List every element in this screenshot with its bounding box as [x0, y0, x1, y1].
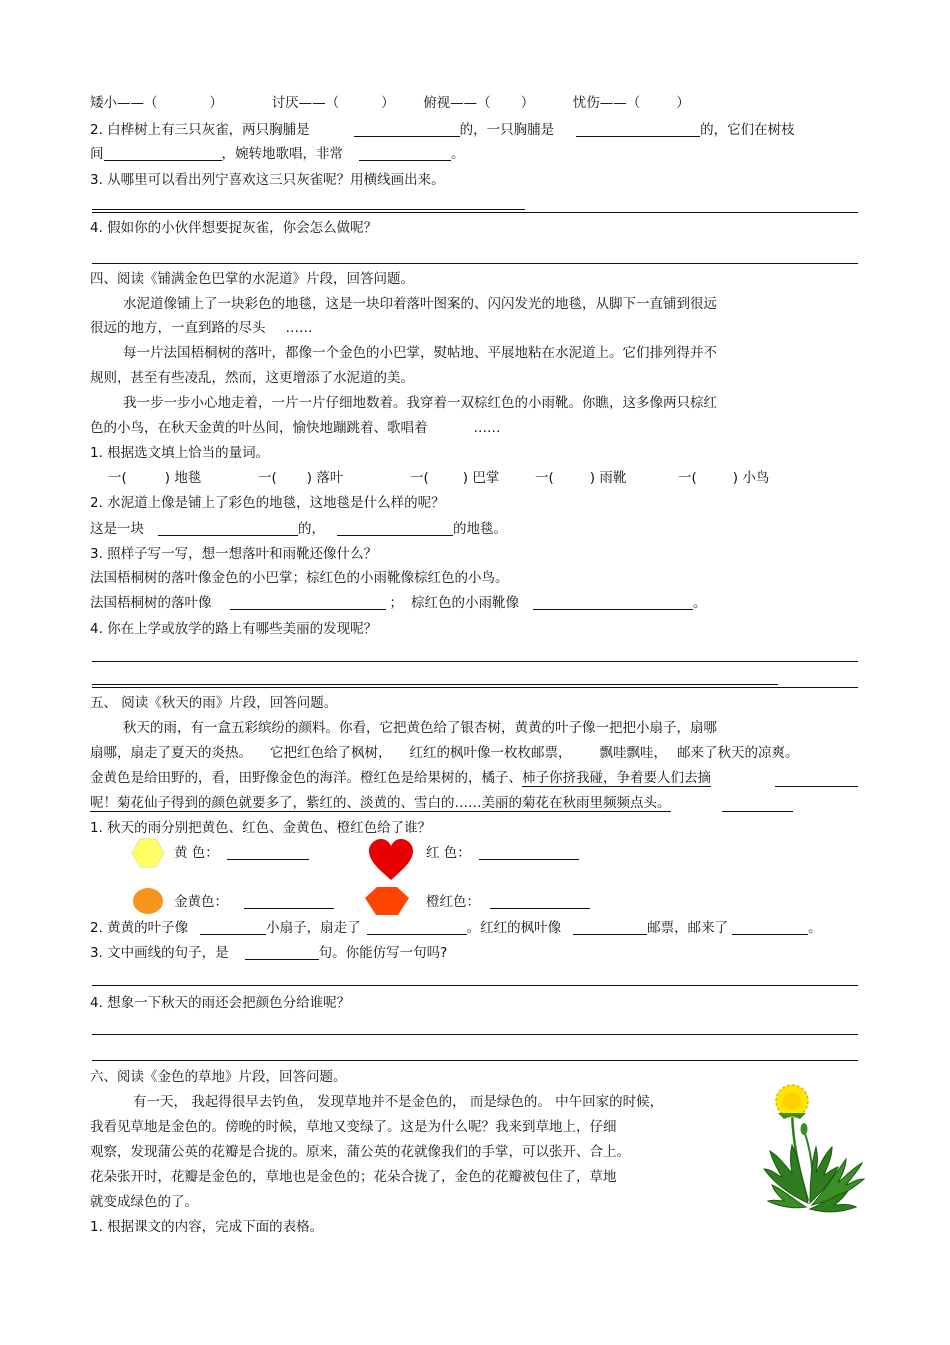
answer-line[interactable] — [92, 684, 778, 685]
antonym-word-2: 讨厌——（ — [271, 95, 340, 111]
answer-line[interactable] — [92, 1034, 858, 1035]
answer-line[interactable] — [92, 1060, 858, 1061]
measure-word-item: 一( ) 落叶 — [258, 470, 344, 486]
section-6-title: 六、阅读《金色的草地》片段，回答问题。 — [90, 1069, 347, 1085]
dandelion-icon — [760, 1083, 868, 1217]
answer-line[interactable] — [92, 212, 858, 213]
passage-line: 规则，甚至有些凌乱，然而，这更增添了水泥道的美。 — [90, 370, 414, 386]
passage-line: 我一步一步小心地走着，一片一片仔细地数着。我穿着一双棕红色的小雨靴。你瞧，这多像两只棕红 — [123, 395, 717, 411]
question-5-3: 3. 文中画线的句子，是 句。你能仿写一句吗? — [90, 945, 448, 961]
answer-line[interactable] — [92, 985, 858, 986]
passage-line: 我看见草地是金色的。傍晚的时候，草地又变绿了。这是为什么呢？我来到草地上，仔细 — [90, 1119, 617, 1135]
color-orange-red-item: 橙红色： — [426, 893, 590, 911]
question-4-2-answer: 这是一块 的， 的地毯。 — [90, 521, 507, 537]
question-4-4: 4. 你在上学或放学的路上有哪些美丽的发现呢？ — [90, 621, 378, 637]
answer-blank[interactable] — [479, 845, 579, 860]
passage-line: 花朵张开时，花瓣是金色的，草地也是金色的；花朵合拢了，金色的花瓣被包住了，草地 — [90, 1169, 617, 1185]
answer-blank[interactable] — [158, 521, 298, 536]
passage-line: 观察，发现蒲公英的花瓣是合拢的。原来，蒲公英的花就像我们的手掌，可以张开、合上。 — [90, 1144, 630, 1160]
answer-line[interactable] — [92, 687, 858, 688]
question-4-2: 2. 水泥道上像是铺上了彩色的地毯，这地毯是什么样的呢？ — [90, 495, 445, 511]
measure-word-item: 一( ) 雨靴 — [535, 470, 627, 486]
question-5-2: 2. 黄黄的叶子像 小扇子，扇走了 。红红的枫叶像 邮票，邮来了 。 — [90, 920, 822, 936]
answer-blank[interactable] — [354, 122, 460, 137]
orange-red-pentagon-icon — [364, 886, 410, 916]
golden-circle-icon — [132, 887, 164, 915]
question-6-1: 1. 根据课文的内容，完成下面的表格。 — [90, 1219, 324, 1235]
measure-word-item: 一( ) 小鸟 — [678, 470, 770, 486]
antonym-word-1: 矮小——（ — [90, 95, 158, 111]
question-3-2-line2: 间 ，婉转地歌唱，非常 。 — [90, 146, 465, 162]
question-4-3: 3. 照样子写一写，想一想落叶和雨靴还像什么？ — [90, 546, 378, 562]
underlined-sentence: 菊花仙子得到的颜色就要多了，紫红的、淡黄的、雪白的……美丽的 — [117, 795, 522, 811]
answer-blank[interactable] — [227, 845, 309, 860]
antonym-word-3: 俯视——（ — [423, 95, 491, 111]
color-golden-item: 金黄色： — [174, 893, 334, 911]
answer-blank[interactable] — [573, 920, 647, 935]
answer-blank[interactable] — [104, 146, 222, 161]
yellow-shape — [132, 839, 164, 867]
antonym-row: 矮小——（ ） 讨厌——（ ） 俯视——（ ） 忧伤——（ ） — [90, 95, 690, 111]
answer-blank[interactable] — [337, 521, 453, 536]
color-yellow-item: 黄 色： — [174, 844, 309, 862]
passage-line: 金黄色是给田野的，看，田野像金色的海洋。橙红色是给果树的，橘子、柿子你挤我碰，争着要人们去摘 — [90, 770, 711, 786]
answer-blank[interactable] — [576, 122, 700, 137]
question-5-1: 1. 秋天的雨分别把黄色、红色、金黄色、橙红色给了谁？ — [90, 820, 432, 836]
answer-blank[interactable] — [230, 595, 386, 610]
answer-blank[interactable] — [490, 894, 590, 909]
question-4-3-answer: 法国梧桐树的落叶像 ； 棕红色的小雨靴像 。 — [90, 595, 707, 611]
golden-shape — [133, 888, 163, 914]
answer-blank[interactable] — [367, 920, 467, 935]
section-5-title: 五、 阅读《秋天的雨》片段，回答问题。 — [90, 695, 338, 711]
passage-line: 水泥道像铺上了一块彩色的地毯，这是一块印着落叶图案的、闪闪发光的地毯，从脚下一直铺到很远 — [123, 296, 717, 312]
passage-line: 每一片法国梧桐树的落叶，都像一个金色的小巴掌，熨帖地、平展地粘在水泥道上。它们排列得并不 — [123, 345, 717, 361]
orange-red-shape — [365, 887, 409, 915]
underlined-sentence: 呢！ — [90, 795, 117, 811]
answer-blank[interactable] — [245, 945, 319, 960]
passage-line — [90, 794, 671, 812]
measure-word-item: 一( ) 巴掌 — [410, 470, 500, 486]
passage-line: 就变成绿色的了。 — [90, 1194, 198, 1210]
question-3-3: 3. 从哪里可以看出列宁喜欢这三只灰雀呢？用横线画出来。 — [90, 172, 445, 188]
color-red-item: 红 色： — [426, 844, 579, 862]
passage-line: 扇哪，扇走了夏天的炎热。 它把红色给了枫树， 红红的枫叶像一枚枚邮票， 飘哇飘哇， 邮来了秋天的凉爽。 — [90, 745, 799, 761]
measure-word-item: 一( ) 地毯 — [108, 470, 202, 486]
question-5-4: 4. 想象一下秋天的雨还会把颜色分给谁呢？ — [90, 995, 351, 1011]
question-4-3-example: 法国梧桐树的落叶像金色的小巴掌；棕红色的小雨靴像棕红色的小鸟。 — [90, 570, 509, 586]
passage-line: 很远的地方，一直到路的尽头 …… — [90, 320, 313, 336]
answer-blank[interactable] — [533, 595, 693, 610]
answer-blank[interactable] — [359, 146, 451, 161]
answer-line[interactable] — [92, 661, 858, 662]
passage-line: 秋天的雨，有一盒五彩缤纷的颜料。你看，它把黄色给了银杏树，黄黄的叶子像一把把小扇子，扇哪 — [123, 720, 717, 736]
passage-line: 色的小鸟，在秋天金黄的叶丛间，愉快地蹦跳着、歌唱着 …… — [90, 420, 501, 436]
answer-line[interactable] — [92, 209, 525, 210]
answer-blank[interactable] — [200, 920, 266, 935]
answer-blank[interactable] — [732, 920, 808, 935]
underlined-sentence: 菊花在秋雨里频频点头。 — [522, 795, 671, 811]
red-heart-icon — [367, 838, 415, 882]
underline-extension — [775, 786, 858, 787]
question-4-1: 1. 根据选文填上恰当的量词。 — [90, 445, 270, 461]
question-3-4: 4. 假如你的小伙伴想要捉灰雀，你会怎么做呢？ — [90, 220, 378, 236]
red-heart-shape — [369, 839, 413, 880]
question-3-2-line1: 2. 白桦树上有三只灰雀，两只胸脯是 的，一只胸脯是 的，它们在树枝 — [90, 122, 795, 138]
answer-blank[interactable] — [244, 894, 334, 909]
antonym-word-4: 忧伤——（ — [572, 95, 641, 111]
passage-line: 有一天， 我起得很早去钓鱼， 发现草地并不是金色的， 而是绿色的。 中午回家的时候， — [133, 1094, 664, 1110]
yellow-leaf-icon — [131, 838, 165, 868]
section-4-title: 四、阅读《铺满金色巴掌的水泥道》片段，回答问题。 — [90, 271, 414, 287]
underlined-sentence: 柿子你挤我碰，争着要人们去摘 — [522, 770, 711, 786]
underline-extension — [722, 811, 793, 812]
answer-line[interactable] — [92, 263, 858, 264]
